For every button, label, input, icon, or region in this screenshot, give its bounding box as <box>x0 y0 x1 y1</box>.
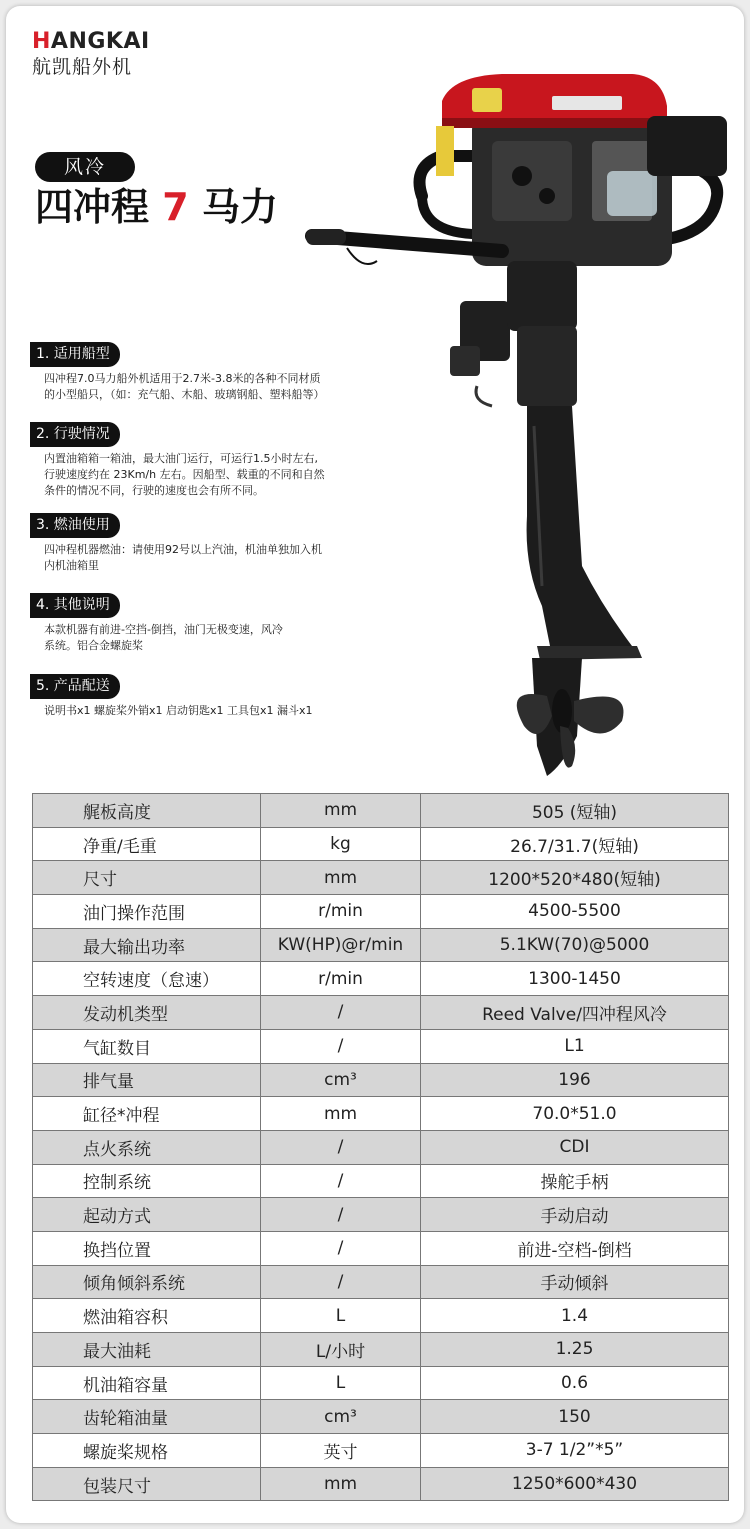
spec-unit: / <box>261 996 421 1030</box>
spec-row <box>33 1434 729 1468</box>
spec-value: 手动启动 <box>421 1198 729 1232</box>
spec-value: 操舵手柄 <box>421 1164 729 1198</box>
section-text: 本款机器有前进-空挡-倒挡，油门无极变速，风冷 系统。铝合金螺旋桨 <box>44 623 283 652</box>
spec-unit: cm³ <box>261 1063 421 1097</box>
spec-value: 150 <box>421 1400 729 1434</box>
spec-unit: / <box>261 1164 421 1198</box>
spec-name: 螺旋桨规格 <box>33 1434 261 1468</box>
spec-row <box>33 1333 729 1367</box>
spec-row <box>33 1467 729 1501</box>
spec-name: 发动机类型 <box>33 996 261 1030</box>
spec-name: 艉板高度 <box>33 794 261 828</box>
section-driving <box>30 422 420 499</box>
section-fuel <box>30 513 420 574</box>
section-other <box>30 593 420 654</box>
spec-name: 排气量 <box>33 1063 261 1097</box>
spec-row <box>33 1130 729 1164</box>
product-card <box>6 6 744 1523</box>
section-label: 3. 燃油使用 <box>30 513 120 538</box>
spec-value: 1.25 <box>421 1333 729 1367</box>
section-text: 内置油箱箱一箱油，最大油门运行，可运行1.5小时左右, 行驶速度约在 23Km/h 左右。因船型、载重的不同和自然 条件的情况不同，行驶的速度也会有所不同。 <box>44 452 325 497</box>
spec-row <box>33 1097 729 1131</box>
spec-value: 26.7/31.7(短轴) <box>421 827 729 861</box>
spec-row <box>33 1299 729 1333</box>
spec-unit: / <box>261 1231 421 1265</box>
spec-row <box>33 1400 729 1434</box>
spec-name: 齿轮箱油量 <box>33 1400 261 1434</box>
section-label: 2. 行驶情况 <box>30 422 120 447</box>
spec-row <box>33 1231 729 1265</box>
spec-value: 3-7 1/2”*5” <box>421 1434 729 1468</box>
spec-value: 手动倾斜 <box>421 1265 729 1299</box>
spec-value: 196 <box>421 1063 729 1097</box>
spec-row <box>33 928 729 962</box>
spec-row <box>33 895 729 929</box>
spec-name: 气缸数目 <box>33 1029 261 1063</box>
spec-unit: L/小时 <box>261 1333 421 1367</box>
section-boat-type <box>30 342 420 403</box>
spec-unit: / <box>261 1198 421 1232</box>
spec-unit: r/min <box>261 962 421 996</box>
spec-unit: / <box>261 1265 421 1299</box>
spec-value: CDI <box>421 1130 729 1164</box>
spec-value: L1 <box>421 1029 729 1063</box>
headline-title <box>35 184 278 230</box>
spec-unit: KW(HP)@r/min <box>261 928 421 962</box>
section-text: 四冲程7.0马力船外机适用于2.7米-3.8米的各种不同材质 的小型船只，（如：充气船、木船、玻璃钢船、塑料船等） <box>44 372 325 401</box>
spec-value: 4500-5500 <box>421 895 729 929</box>
brand-name-en: HANGKAI <box>32 29 150 54</box>
spec-name: 燃油箱容积 <box>33 1299 261 1333</box>
spec-unit: mm <box>261 1467 421 1501</box>
spec-unit: / <box>261 1029 421 1063</box>
spec-unit: / <box>261 1130 421 1164</box>
section-text: 说明书x1 螺旋桨外销x1 启动钥匙x1 工具包x1 漏斗x1 <box>44 704 313 717</box>
spec-value: 1200*520*480(短轴) <box>421 861 729 895</box>
spec-name: 尺寸 <box>33 861 261 895</box>
headline-suffix: 马力 <box>201 185 278 229</box>
spec-name: 缸径*冲程 <box>33 1097 261 1131</box>
spec-value: Reed Valve/四冲程风冷 <box>421 996 729 1030</box>
spec-row <box>33 827 729 861</box>
spec-row <box>33 1366 729 1400</box>
spec-unit: cm³ <box>261 1400 421 1434</box>
spec-value: 1300-1450 <box>421 962 729 996</box>
spec-value: 1250*600*430 <box>421 1467 729 1501</box>
section-delivery <box>30 674 420 719</box>
spec-name: 最大输出功率 <box>33 928 261 962</box>
spec-row <box>33 996 729 1030</box>
spec-name: 包装尺寸 <box>33 1467 261 1501</box>
headline-prefix: 四冲程 <box>35 185 150 229</box>
spec-name: 油门操作范围 <box>33 895 261 929</box>
spec-row <box>33 1063 729 1097</box>
spec-row <box>33 861 729 895</box>
spec-unit: r/min <box>261 895 421 929</box>
spec-value: 0.6 <box>421 1366 729 1400</box>
spec-name: 换挡位置 <box>33 1231 261 1265</box>
spec-name: 机油箱容量 <box>33 1366 261 1400</box>
spec-name: 点火系统 <box>33 1130 261 1164</box>
spec-value: 1.4 <box>421 1299 729 1333</box>
spec-name: 倾角倾斜系统 <box>33 1265 261 1299</box>
spec-name: 起动方式 <box>33 1198 261 1232</box>
spec-row <box>33 1029 729 1063</box>
spec-value: 前进-空档-倒档 <box>421 1231 729 1265</box>
spec-row <box>33 794 729 828</box>
brand-name-cn: 航凯船外机 <box>32 56 133 78</box>
spec-unit: mm <box>261 861 421 895</box>
spec-unit: kg <box>261 827 421 861</box>
spec-name: 空转速度（怠速） <box>33 962 261 996</box>
spec-unit: 英寸 <box>261 1434 421 1468</box>
section-label: 1. 适用船型 <box>30 342 120 367</box>
spec-row <box>33 1164 729 1198</box>
spec-unit: L <box>261 1299 421 1333</box>
spec-row <box>33 1198 729 1232</box>
headline-number: 7 <box>162 185 189 229</box>
spec-unit: mm <box>261 1097 421 1131</box>
spec-name: 净重/毛重 <box>33 827 261 861</box>
spec-row <box>33 962 729 996</box>
spec-unit: L <box>261 1366 421 1400</box>
brand-logo <box>32 30 150 80</box>
section-label: 5. 产品配送 <box>30 674 120 699</box>
section-label: 4. 其他说明 <box>30 593 120 618</box>
spec-name: 最大油耗 <box>33 1333 261 1367</box>
spec-row <box>33 1265 729 1299</box>
spec-value: 70.0*51.0 <box>421 1097 729 1131</box>
spec-value: 5.1KW(70)@5000 <box>421 928 729 962</box>
spec-unit: mm <box>261 794 421 828</box>
specs-table <box>32 793 729 1501</box>
spec-name: 控制系统 <box>33 1164 261 1198</box>
spec-value: 505 (短轴) <box>421 794 729 828</box>
cooling-tag: 风冷 <box>35 152 135 182</box>
section-text: 四冲程机器燃油：请使用92号以上汽油，机油单独加入机 内机油箱里 <box>44 543 322 572</box>
